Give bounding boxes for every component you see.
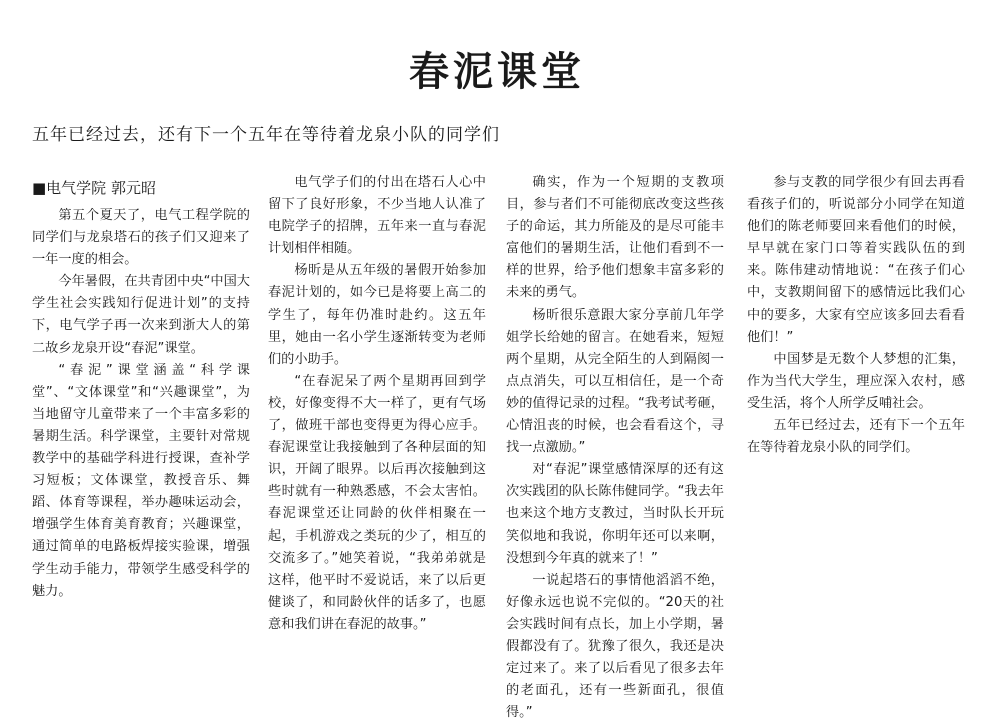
text-column-4 — [747, 172, 965, 459]
paragraph-2: 今年暑假，在共青团中央“中国大学生社会实践知行促进计划”的支持下，电气学子再一次来到浙大人的第二故乡龙泉开设“春泥”课堂。 — [32, 274, 250, 356]
paragraph-9: 对“春泥”课堂感情深厚的还有这次实践团的队长陈伟健同学。“我去年也来这个地方支教过，当时队长开玩笑似地和我说，你明年还可以来啊，没想到今年真的就来了！” — [506, 462, 724, 566]
paragraph-13: 五年已经过去，还有下一个五年在等待着龙泉小队的同学们。 — [747, 418, 965, 456]
paragraph-7: 确实，作为一个短期的支教项目，参与者们不可能彻底改变这些孩子的命运，其力所能及的是尽可能丰富他们的暑期生活，让他们看到不一样的世界，给予他们想象丰富多彩的未来的勇气。 — [506, 175, 724, 301]
paragraph-6: “在春泥呆了两个星期再回到学校，好像变得不大一样了，更有气场了，做班干部也变得更为得心应手。春泥课堂让我接触到了各种层面的知识，开阔了眼界。以后再次接触到这些时就有一种熟悉感，不会太害怕。春泥课堂还让同龄的伙伴相聚在一起，手机游戏之类玩的少了，相互的交流多了。”她笑着说，“我弟弟就是这样，他平时不爱说话，来了以后更健谈了，和同龄伙伴的话多了，也愿意和我们讲在春泥的故事。” — [268, 373, 486, 632]
text-column-2 — [268, 172, 486, 636]
paragraph-1: 第五个夏天了，电气工程学院的同学们与龙泉塔石的孩子们又迎来了一年一度的相会。 — [32, 208, 250, 268]
paragraph-11: 参与支教的同学很少有回去再看看孩子们的，听说部分小同学在知道他们的陈老师要回来看他们的时候，早早就在家门口等着实践队伍的到来。陈伟建动情地说：“在孩子们心中，支教期间留下的感情远比我们心中的要多，大家有空应该多回去看看他们！” — [747, 175, 965, 345]
text-column-1 — [32, 176, 250, 603]
paragraph-4: 电气学子们的付出在塔石人心中留下了良好形象，不少当地人认准了电院学子的招牌，五年来一直与春泥计划相伴相随。 — [268, 175, 486, 257]
byline: ■电气学院 郭元昭 — [32, 179, 156, 197]
paragraph-5: 杨昕是从五年级的暑假开始参加春泥计划的，如今已是将要上高二的学生了，每年仍准时赴约。这五年里，她由一名小学生逐渐转变为老师们的小助手。 — [268, 263, 486, 367]
article-title: 春泥课堂 — [409, 49, 585, 95]
paragraph-12: 中国梦是无数个人梦想的汇集，作为当代大学生，理应深入农村，感受生活，将个人所学反哺社会。 — [747, 351, 965, 411]
paragraph-3: “春泥”课堂涵盖“科学课堂”、“文体课堂”和“兴趣课堂”，为当地留守儿童带来了一个丰富多彩的暑期生活。科学课堂，主要针对常规教学中的基础学科进行授课，查补学习短板；文体课堂，教授音乐、舞蹈、体育等课程，举办趣味运动会，增强学生体育美育教育；兴趣课堂，通过简单的电路板焊接实验课，增强学生动手能力，带领学生感受科学的魅力。 — [32, 362, 250, 599]
article-subtitle: 五年已经过去，还有下一个五年在等待着龙泉小队的同学们 — [32, 125, 500, 145]
paragraph-10: 一说起塔石的事情他滔滔不绝，好像永远也说不完似的。“20天的社会实践时间有点长，加上小学期，暑假都没有了。犹豫了很久，我还是决定过来了。来了以后看见了很多去年的老面孔，还有一些新面孔，很值得。” — [506, 572, 724, 721]
text-column-3 — [506, 172, 724, 724]
paragraph-8: 杨昕很乐意跟大家分享前几年学姐学长给她的留言。在她看来，短短两个星期，从完全陌生的人到隔阂一点点消失，可以互相信任，是一个奇妙的值得记录的过程。“我考试考砸，心情沮丧的时候，也会看看这个，寻找一点激励。” — [506, 307, 724, 456]
